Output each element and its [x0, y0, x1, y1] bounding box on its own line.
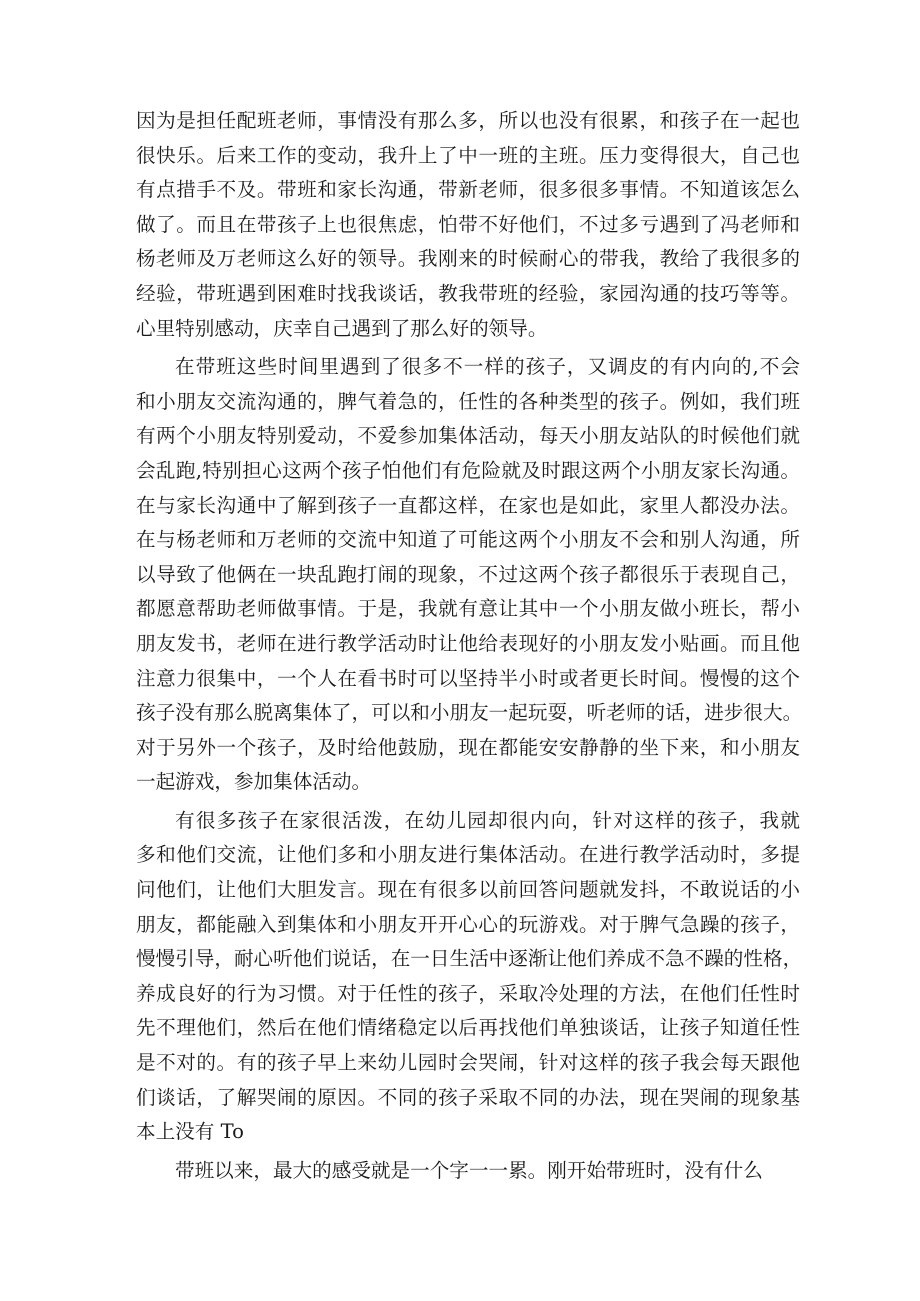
text-line: 做了。而且在带孩子上也很焦虑，怕带不好他们，不过多亏遇到了冯老师和 — [136, 212, 800, 236]
text-line: 心里特别感动，庆幸自己遇到了那么好的领导。 — [136, 316, 548, 340]
text-line: 会乱跑,特别担心这两个孩子怕他们有危险就及时跟这两个小朋友家长沟通。 — [136, 458, 800, 482]
text-line: 有很多孩子在家很活泼，在幼儿园却很内向，针对这样的孩子，我就 — [175, 808, 800, 832]
text-line: 孩子没有那么脱离集体了，可以和小朋友一起玩耍，听老师的话，进步很大。 — [136, 701, 803, 725]
text-line: 问他们，让他们大胆发言。现在有很多以前回答问题就发抖，不敢说话的小 — [136, 878, 800, 902]
document-body — [136, 104, 803, 1188]
text-line: 在与家长沟通中了解到孩子一直都这样，在家也是如此，家里人都没办法。 — [136, 493, 800, 517]
text-line: 朋友，都能融入到集体和小朋友开开心心的玩游戏。对于脾气急躁的孩子， — [136, 912, 800, 936]
text-line: 有点措手不及。带班和家长沟通，带新老师，很多很多事情。不知道该怎么 — [136, 178, 800, 202]
text-line: 因为是担任配班老师，事情没有那么多，所以也没有很累，和孩子在一起也 — [136, 109, 800, 132]
text-line: 本上没有 To — [136, 1120, 244, 1144]
text-line: 带班以来，最大的感受就是一个字一一累。刚开始带班时，没有什么 — [175, 1158, 763, 1182]
paragraph — [136, 804, 803, 1150]
text-line: 和小朋友交流沟通的，脾气着急的，任性的各种类型的孩子。例如，我们班 — [136, 389, 800, 413]
text-line: 都愿意帮助老师做事情。于是，我就有意让其中一个小朋友做小班长，帮小 — [136, 597, 800, 621]
paragraph — [136, 350, 803, 800]
text-line: 对于另外一个孩子，及时给他鼓励，现在都能安安静静的坐下来，和小朋友 — [136, 735, 800, 759]
text-line: 在与杨老师和万老师的交流中知道了可能这两个小朋友不会和别人沟通，所 — [136, 528, 800, 552]
paragraph — [136, 1154, 800, 1189]
text-line: 是不对的。有的孩子早上来幼儿园时会哭闹，针对这样的孩子我会每天跟他 — [136, 1051, 800, 1075]
text-line: 杨老师及万老师这么好的领导。我刚来的时候耐心的带我，教给了我很多的 — [136, 247, 800, 271]
text-line: 以导致了他俩在一块乱跑打闹的现象，不过这两个孩子都很乐于表现自己， — [136, 562, 800, 586]
text-line: 经验，带班遇到困难时找我谈话，教我带班的经验，家园沟通的技巧等等。 — [136, 281, 800, 305]
text-line: 养成良好的行为习惯。对于任性的孩子，采取冷处理的方法，在他们任性时 — [136, 981, 800, 1005]
text-line: 们谈话，了解哭闹的原因。不同的孩子采取不同的办法，现在哭闹的现象基 — [136, 1085, 800, 1109]
text-line: 朋友发书，老师在进行教学活动时让他给表现好的小朋友发小贴画。而且他 — [136, 631, 800, 655]
paragraph — [136, 104, 800, 346]
text-line: 注意力很集中，一个人在看书时可以坚持半小时或者更长时间。慢慢的这个 — [136, 666, 800, 690]
text-line: 很快乐。后来工作的变动，我升上了中一班的主班。压力变得很大，自己也 — [136, 143, 800, 167]
text-line: 在带班这些时间里遇到了很多不一样的孩子，又调皮的有内向的,不会 — [175, 355, 800, 379]
text-line: 先不理他们，然后在他们情绪稳定以后再找他们单独谈话，让孩子知道任性 — [136, 1016, 800, 1040]
text-line: 多和他们交流，让他们多和小朋友进行集体活动。在进行教学活动时，多提 — [136, 843, 800, 867]
text-line: 慢慢引导，耐心听他们说话，在一日生活中逐渐让他们养成不急不躁的性格， — [136, 947, 803, 971]
text-line: 一起游戏，参加集体活动。 — [136, 770, 372, 794]
text-line: 有两个小朋友特别爱动，不爱参加集体活动，每天小朋友站队的时候他们就 — [136, 424, 800, 448]
